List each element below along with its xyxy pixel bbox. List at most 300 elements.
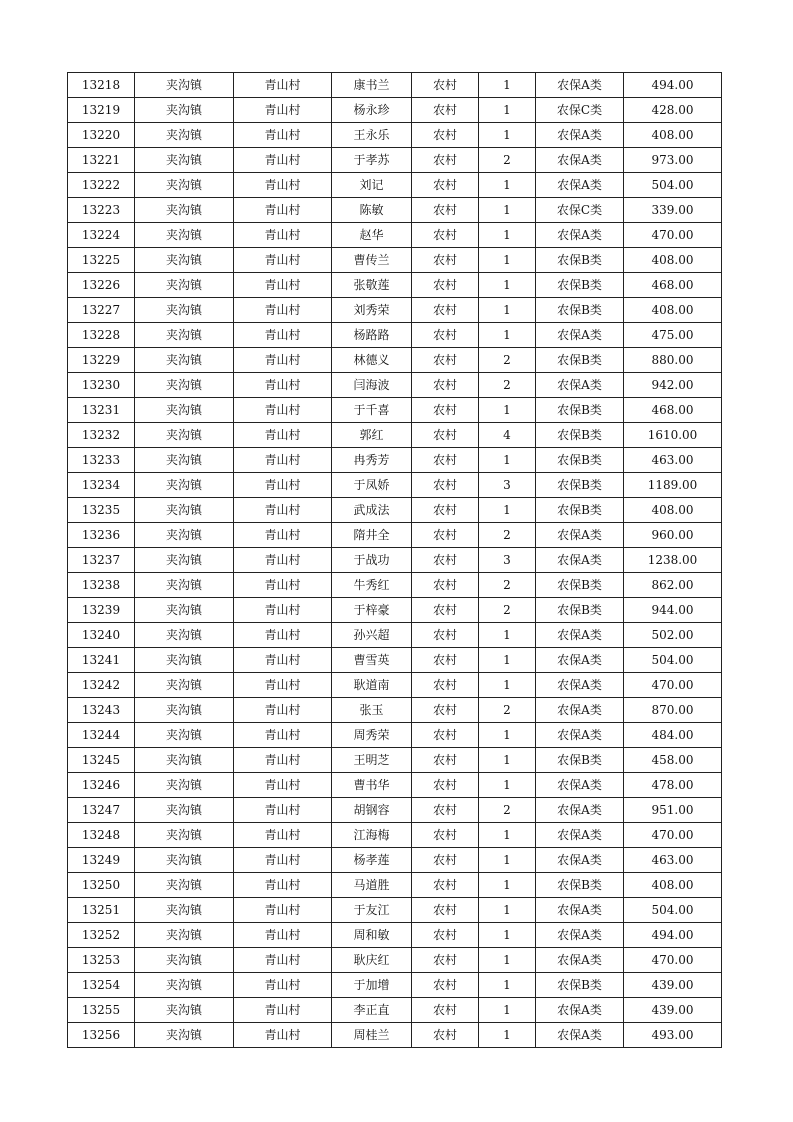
village-cell: 青山村 [234,73,332,98]
insurance-category-cell: 农保A类 [536,673,624,698]
village-cell: 青山村 [234,498,332,523]
table-row [68,398,722,423]
village-cell: 青山村 [234,648,332,673]
household-count-cell: 1 [479,848,536,873]
record-id-cell: 13248 [68,823,135,848]
table-row [68,898,722,923]
area-type-cell: 农村 [412,198,479,223]
insurance-category-cell: 农保A类 [536,623,624,648]
town-cell: 夹沟镇 [135,198,234,223]
person-name-cell: 赵华 [332,223,412,248]
table-row [68,373,722,398]
household-count-cell: 1 [479,73,536,98]
area-type-cell: 农村 [412,323,479,348]
village-cell: 青山村 [234,348,332,373]
amount-cell: 470.00 [624,223,722,248]
record-id-cell: 13250 [68,873,135,898]
record-id-cell: 13238 [68,573,135,598]
area-type-cell: 农村 [412,898,479,923]
table-row [68,198,722,223]
table-row [68,823,722,848]
amount-cell: 408.00 [624,873,722,898]
record-id-cell: 13219 [68,98,135,123]
town-cell: 夹沟镇 [135,123,234,148]
town-cell: 夹沟镇 [135,373,234,398]
record-id-cell: 13229 [68,348,135,373]
area-type-cell: 农村 [412,273,479,298]
insurance-category-cell: 农保B类 [536,973,624,998]
village-cell: 青山村 [234,423,332,448]
household-count-cell: 3 [479,473,536,498]
amount-cell: 1189.00 [624,473,722,498]
village-cell: 青山村 [234,273,332,298]
household-count-cell: 1 [479,623,536,648]
town-cell: 夹沟镇 [135,248,234,273]
household-count-cell: 2 [479,698,536,723]
record-id-cell: 13228 [68,323,135,348]
insurance-category-cell: 农保A类 [536,123,624,148]
person-name-cell: 曹雪英 [332,648,412,673]
amount-cell: 475.00 [624,323,722,348]
table-row [68,98,722,123]
village-cell: 青山村 [234,323,332,348]
table-row [68,998,722,1023]
household-count-cell: 1 [479,398,536,423]
amount-cell: 494.00 [624,73,722,98]
area-type-cell: 农村 [412,498,479,523]
person-name-cell: 杨路路 [332,323,412,348]
area-type-cell: 农村 [412,823,479,848]
table-row [68,773,722,798]
record-id-cell: 13237 [68,548,135,573]
town-cell: 夹沟镇 [135,273,234,298]
table-row [68,748,722,773]
insurance-category-cell: 农保A类 [536,1023,624,1048]
household-count-cell: 1 [479,273,536,298]
record-id-cell: 13249 [68,848,135,873]
person-name-cell: 王永乐 [332,123,412,148]
household-count-cell: 1 [479,448,536,473]
area-type-cell: 农村 [412,598,479,623]
table-row [68,423,722,448]
village-cell: 青山村 [234,1023,332,1048]
table-row [68,848,722,873]
household-count-cell: 1 [479,823,536,848]
amount-cell: 463.00 [624,848,722,873]
area-type-cell: 农村 [412,373,479,398]
person-name-cell: 张敬莲 [332,273,412,298]
insurance-category-cell: 农保B类 [536,423,624,448]
amount-cell: 408.00 [624,498,722,523]
village-cell: 青山村 [234,198,332,223]
town-cell: 夹沟镇 [135,823,234,848]
person-name-cell: 刘记 [332,173,412,198]
household-count-cell: 1 [479,98,536,123]
person-name-cell: 于战功 [332,548,412,573]
person-name-cell: 耿庆红 [332,948,412,973]
household-count-cell: 1 [479,123,536,148]
household-count-cell: 1 [479,673,536,698]
record-id-cell: 13242 [68,673,135,698]
town-cell: 夹沟镇 [135,973,234,998]
town-cell: 夹沟镇 [135,73,234,98]
town-cell: 夹沟镇 [135,98,234,123]
insurance-category-cell: 农保A类 [536,223,624,248]
table-row [68,598,722,623]
person-name-cell: 李正直 [332,998,412,1023]
record-id-cell: 13239 [68,598,135,623]
amount-cell: 470.00 [624,673,722,698]
record-id-cell: 13221 [68,148,135,173]
person-name-cell: 冉秀芳 [332,448,412,473]
person-name-cell: 陈敏 [332,198,412,223]
household-count-cell: 1 [479,648,536,673]
area-type-cell: 农村 [412,873,479,898]
table-row [68,248,722,273]
village-cell: 青山村 [234,548,332,573]
village-cell: 青山村 [234,148,332,173]
village-cell: 青山村 [234,998,332,1023]
table-row [68,473,722,498]
amount-cell: 504.00 [624,648,722,673]
household-count-cell: 1 [479,298,536,323]
household-count-cell: 2 [479,598,536,623]
area-type-cell: 农村 [412,123,479,148]
amount-cell: 973.00 [624,148,722,173]
household-count-cell: 2 [479,348,536,373]
area-type-cell: 农村 [412,698,479,723]
insurance-category-cell: 农保A类 [536,523,624,548]
table-row [68,123,722,148]
town-cell: 夹沟镇 [135,148,234,173]
table-row [68,548,722,573]
person-name-cell: 牛秀红 [332,573,412,598]
village-cell: 青山村 [234,98,332,123]
area-type-cell: 农村 [412,798,479,823]
record-id-cell: 13236 [68,523,135,548]
household-count-cell: 1 [479,923,536,948]
table-row [68,673,722,698]
town-cell: 夹沟镇 [135,798,234,823]
village-cell: 青山村 [234,598,332,623]
town-cell: 夹沟镇 [135,323,234,348]
insurance-category-cell: 农保B类 [536,473,624,498]
record-id-cell: 13246 [68,773,135,798]
person-name-cell: 闫海波 [332,373,412,398]
area-type-cell: 农村 [412,923,479,948]
town-cell: 夹沟镇 [135,398,234,423]
village-cell: 青山村 [234,798,332,823]
village-cell: 青山村 [234,823,332,848]
household-count-cell: 2 [479,148,536,173]
table-row [68,298,722,323]
town-cell: 夹沟镇 [135,898,234,923]
amount-cell: 870.00 [624,698,722,723]
record-id-cell: 13254 [68,973,135,998]
town-cell: 夹沟镇 [135,523,234,548]
town-cell: 夹沟镇 [135,698,234,723]
record-id-cell: 13231 [68,398,135,423]
table-row [68,498,722,523]
village-cell: 青山村 [234,673,332,698]
insurance-category-cell: 农保B类 [536,573,624,598]
person-name-cell: 曹传兰 [332,248,412,273]
town-cell: 夹沟镇 [135,648,234,673]
table-row [68,348,722,373]
town-cell: 夹沟镇 [135,223,234,248]
area-type-cell: 农村 [412,848,479,873]
village-cell: 青山村 [234,298,332,323]
area-type-cell: 农村 [412,348,479,373]
village-cell: 青山村 [234,898,332,923]
insurance-category-cell: 农保A类 [536,173,624,198]
amount-cell: 942.00 [624,373,722,398]
town-cell: 夹沟镇 [135,498,234,523]
town-cell: 夹沟镇 [135,348,234,373]
village-cell: 青山村 [234,948,332,973]
household-count-cell: 1 [479,1023,536,1048]
amount-cell: 960.00 [624,523,722,548]
table-row [68,698,722,723]
amount-cell: 468.00 [624,273,722,298]
area-type-cell: 农村 [412,248,479,273]
record-id-cell: 13220 [68,123,135,148]
insurance-category-cell: 农保B类 [536,273,624,298]
area-type-cell: 农村 [412,223,479,248]
insurance-category-cell: 农保A类 [536,798,624,823]
insurance-category-cell: 农保A类 [536,698,624,723]
household-count-cell: 2 [479,523,536,548]
amount-cell: 468.00 [624,398,722,423]
amount-cell: 484.00 [624,723,722,748]
village-cell: 青山村 [234,773,332,798]
amount-cell: 470.00 [624,948,722,973]
person-name-cell: 杨孝莲 [332,848,412,873]
insurance-category-cell: 农保B类 [536,448,624,473]
area-type-cell: 农村 [412,448,479,473]
record-id-cell: 13233 [68,448,135,473]
person-name-cell: 于加增 [332,973,412,998]
insurance-category-cell: 农保C类 [536,98,624,123]
village-cell: 青山村 [234,723,332,748]
area-type-cell: 农村 [412,423,479,448]
village-cell: 青山村 [234,448,332,473]
amount-cell: 502.00 [624,623,722,648]
insurance-category-cell: 农保B类 [536,298,624,323]
town-cell: 夹沟镇 [135,573,234,598]
village-cell: 青山村 [234,848,332,873]
household-count-cell: 1 [479,198,536,223]
area-type-cell: 农村 [412,623,479,648]
household-count-cell: 1 [479,998,536,1023]
household-count-cell: 1 [479,748,536,773]
village-cell: 青山村 [234,473,332,498]
amount-cell: 408.00 [624,123,722,148]
table-row [68,273,722,298]
household-count-cell: 2 [479,573,536,598]
record-id-cell: 13218 [68,73,135,98]
household-count-cell: 1 [479,723,536,748]
area-type-cell: 农村 [412,523,479,548]
amount-cell: 439.00 [624,973,722,998]
town-cell: 夹沟镇 [135,448,234,473]
person-name-cell: 于梓豪 [332,598,412,623]
person-name-cell: 于千喜 [332,398,412,423]
record-id-cell: 13256 [68,1023,135,1048]
person-name-cell: 耿道南 [332,673,412,698]
record-id-cell: 13222 [68,173,135,198]
amount-cell: 478.00 [624,773,722,798]
village-cell: 青山村 [234,748,332,773]
person-name-cell: 林德义 [332,348,412,373]
insurance-category-cell: 农保A类 [536,723,624,748]
town-cell: 夹沟镇 [135,873,234,898]
household-count-cell: 3 [479,548,536,573]
town-cell: 夹沟镇 [135,723,234,748]
area-type-cell: 农村 [412,1023,479,1048]
person-name-cell: 周桂兰 [332,1023,412,1048]
records-table [67,72,722,1048]
insurance-category-cell: 农保A类 [536,73,624,98]
village-cell: 青山村 [234,398,332,423]
amount-cell: 439.00 [624,998,722,1023]
amount-cell: 951.00 [624,798,722,823]
record-id-cell: 13227 [68,298,135,323]
insurance-category-cell: 农保A类 [536,773,624,798]
person-name-cell: 周和敏 [332,923,412,948]
village-cell: 青山村 [234,573,332,598]
record-id-cell: 13255 [68,998,135,1023]
insurance-category-cell: 农保B类 [536,598,624,623]
village-cell: 青山村 [234,123,332,148]
person-name-cell: 张玉 [332,698,412,723]
record-id-cell: 13244 [68,723,135,748]
person-name-cell: 于孝苏 [332,148,412,173]
town-cell: 夹沟镇 [135,423,234,448]
amount-cell: 408.00 [624,248,722,273]
insurance-category-cell: 农保B类 [536,748,624,773]
record-id-cell: 13247 [68,798,135,823]
insurance-category-cell: 农保A类 [536,323,624,348]
village-cell: 青山村 [234,923,332,948]
area-type-cell: 农村 [412,98,479,123]
household-count-cell: 1 [479,173,536,198]
insurance-category-cell: 农保A类 [536,898,624,923]
person-name-cell: 孙兴超 [332,623,412,648]
person-name-cell: 胡钢容 [332,798,412,823]
area-type-cell: 农村 [412,723,479,748]
household-count-cell: 1 [479,223,536,248]
insurance-category-cell: 农保B类 [536,248,624,273]
person-name-cell: 于凤娇 [332,473,412,498]
table-row [68,173,722,198]
table-row [68,923,722,948]
table-row [68,648,722,673]
record-id-cell: 13243 [68,698,135,723]
household-count-cell: 1 [479,773,536,798]
insurance-category-cell: 农保B类 [536,348,624,373]
record-id-cell: 13232 [68,423,135,448]
insurance-category-cell: 农保A类 [536,648,624,673]
village-cell: 青山村 [234,223,332,248]
village-cell: 青山村 [234,523,332,548]
amount-cell: 493.00 [624,1023,722,1048]
table-row [68,798,722,823]
person-name-cell: 武成法 [332,498,412,523]
town-cell: 夹沟镇 [135,848,234,873]
amount-cell: 504.00 [624,173,722,198]
household-count-cell: 1 [479,323,536,348]
town-cell: 夹沟镇 [135,748,234,773]
amount-cell: 862.00 [624,573,722,598]
insurance-category-cell: 农保A类 [536,923,624,948]
record-id-cell: 13253 [68,948,135,973]
town-cell: 夹沟镇 [135,1023,234,1048]
village-cell: 青山村 [234,623,332,648]
village-cell: 青山村 [234,173,332,198]
table-row [68,723,722,748]
insurance-category-cell: 农保A类 [536,848,624,873]
insurance-category-cell: 农保B类 [536,873,624,898]
record-id-cell: 13245 [68,748,135,773]
town-cell: 夹沟镇 [135,673,234,698]
person-name-cell: 曹书华 [332,773,412,798]
town-cell: 夹沟镇 [135,473,234,498]
household-count-cell: 1 [479,248,536,273]
household-count-cell: 4 [479,423,536,448]
town-cell: 夹沟镇 [135,998,234,1023]
town-cell: 夹沟镇 [135,598,234,623]
table-row [68,573,722,598]
town-cell: 夹沟镇 [135,623,234,648]
person-name-cell: 王明芝 [332,748,412,773]
town-cell: 夹沟镇 [135,298,234,323]
household-count-cell: 1 [479,948,536,973]
table-row [68,873,722,898]
amount-cell: 470.00 [624,823,722,848]
insurance-category-cell: 农保A类 [536,823,624,848]
person-name-cell: 隋井全 [332,523,412,548]
record-id-cell: 13251 [68,898,135,923]
record-id-cell: 13230 [68,373,135,398]
area-type-cell: 农村 [412,573,479,598]
person-name-cell: 马道胜 [332,873,412,898]
record-id-cell: 13223 [68,198,135,223]
village-cell: 青山村 [234,873,332,898]
area-type-cell: 农村 [412,948,479,973]
table-row [68,73,722,98]
insurance-category-cell: 农保A类 [536,148,624,173]
person-name-cell: 郭红 [332,423,412,448]
area-type-cell: 农村 [412,973,479,998]
record-id-cell: 13234 [68,473,135,498]
area-type-cell: 农村 [412,773,479,798]
table-body [68,73,722,1048]
area-type-cell: 农村 [412,73,479,98]
table-row [68,223,722,248]
town-cell: 夹沟镇 [135,923,234,948]
table-row [68,623,722,648]
area-type-cell: 农村 [412,998,479,1023]
person-name-cell: 于友江 [332,898,412,923]
area-type-cell: 农村 [412,548,479,573]
person-name-cell: 刘秀荣 [332,298,412,323]
table-row [68,323,722,348]
person-name-cell: 杨永珍 [332,98,412,123]
amount-cell: 463.00 [624,448,722,473]
insurance-category-cell: 农保B类 [536,498,624,523]
record-id-cell: 13252 [68,923,135,948]
